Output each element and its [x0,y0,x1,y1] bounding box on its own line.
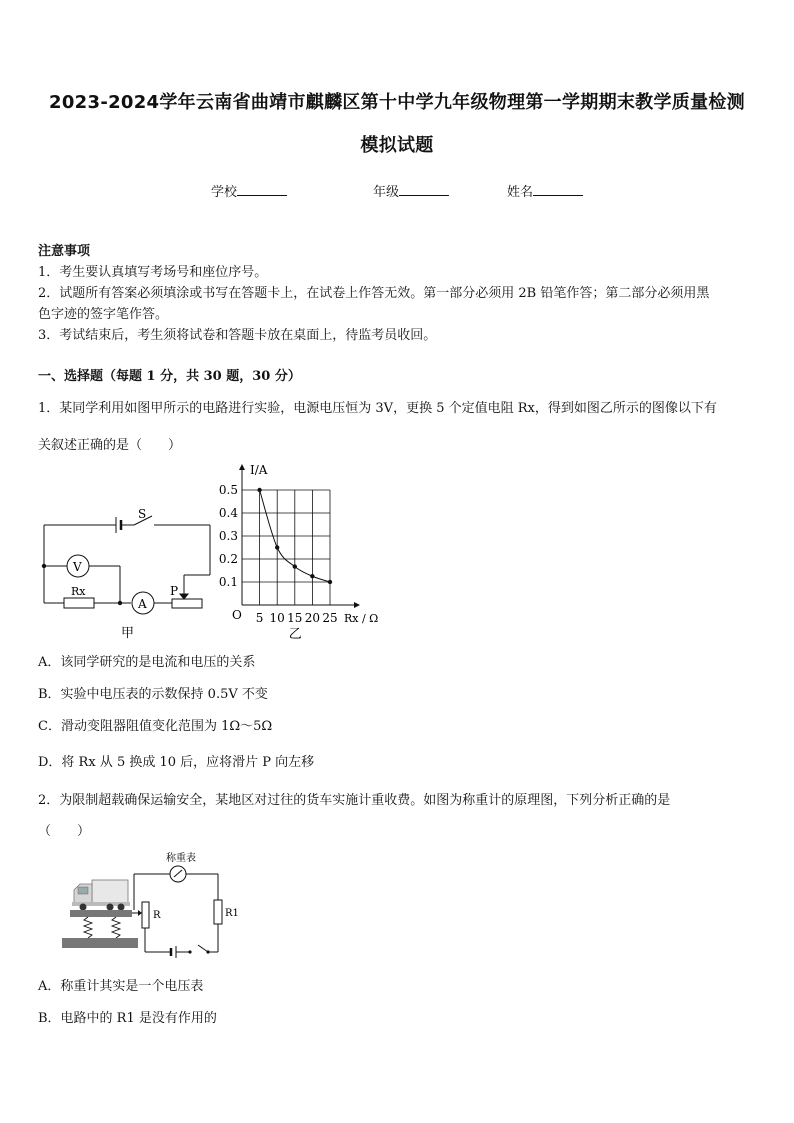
x-tick-label: 15 [287,611,303,625]
circuit-caption: 甲 [121,626,135,641]
circuit-label-v: V [73,560,82,574]
circuit-label-p: P [170,584,179,598]
data-point [293,564,297,568]
chart-grid [242,490,330,605]
diagram-label-meter: 称重表 [166,853,196,864]
q1-option-a[interactable]: A．该同学研究的是电流和电压的关系 [38,655,256,670]
grade-blank[interactable] [399,183,449,196]
data-point [275,545,279,549]
school-field[interactable] [211,181,287,200]
chart-origin-label: O [232,608,242,622]
notes-item-2: 2．试题所有答案必须填涂或书写在答题卡上，在试卷上作答无效。第一部分必须用 2B 铅笔作答；第二部分必须用黑 [38,286,710,301]
page-title-line2: 模拟试题 [360,135,434,156]
q2-option-b[interactable]: B．电路中的 R1 是没有作用的 [38,1011,217,1026]
y-tick-label: 0.1 [218,575,238,589]
x-tick-label: 5 [255,611,264,625]
x-tick-label: 25 [322,611,338,625]
q2-option-a[interactable]: A．称重计其实是一个电压表 [38,979,204,994]
x-tick-label: 10 [269,611,285,625]
rheostat-box [172,599,202,608]
notes-item-1: 1．考生要认真填写考场号和座位序号。 [38,265,268,280]
diagram-label-r: R [153,910,161,921]
grade-label: 年级 [373,185,400,200]
q1-stem-line1: 1．某同学利用如图甲所示的电路进行实验，电源电压恒为 3V，更换 5 个定值电阻 Rx，得到如图乙所示的图像以下有 [38,401,717,416]
diagram-label-r1: R1 [225,908,239,919]
school-blank[interactable] [237,183,287,196]
x-tick-labels [256,611,338,625]
y-axis-label: I/A [250,463,268,477]
scale-base [62,938,138,948]
y-tick-labels [219,483,238,589]
q1-option-b[interactable]: B．实验中电压表的示数保持 0.5V 不变 [38,687,268,702]
q1-chart [214,462,384,642]
springs [84,917,120,938]
name-field[interactable] [507,181,583,200]
notes-heading: 注意事项 [38,244,91,259]
name-blank[interactable] [533,183,583,196]
q1-option-d[interactable]: D．将 Rx 从 5 换成 10 后，应将滑片 P 向左移 [38,755,315,770]
data-point [328,580,332,584]
x-tick-label: 20 [304,611,321,625]
notes-item-2-cont: 色字迹的签字笔作答。 [38,307,169,322]
y-tick-label: 0.3 [218,529,238,543]
y-tick-label: 0.4 [218,506,238,520]
q2-weighing-diagram [58,850,248,958]
q2-stem-line1: 2．为限制超载确保运输安全，某地区对过往的货车实施计重收费。如图为称重计的原理图，下列分析正确的是 [38,793,671,808]
circuit-label-rx: Rx [71,585,86,598]
q1-circuit-diagram [38,505,218,645]
q1-stem-line2: 关叙述正确的是（ ） [38,438,182,453]
notes-item-3: 3．考试结束后，考生须将试卷和答题卡放在桌面上，待监考员收回。 [38,328,437,343]
rx-resistor-box [64,598,94,608]
page-title: 2023-2024学年云南省曲靖市麒麟区第十中学九年级物理第一学期期末教学质量检测 [49,92,745,113]
x-axis-arrow [354,602,360,608]
x-axis-label: Rx / Ω [344,612,379,625]
chart-caption: 乙 [288,627,302,642]
q1-option-c[interactable]: C．滑动变阻器阻值变化范围为 1Ω～5Ω [38,719,273,734]
rheostat-r [142,902,149,928]
scale-platform [70,910,132,917]
y-tick-label: 0.2 [218,552,238,566]
truck-icon [72,880,130,911]
grade-field[interactable] [373,181,449,200]
circuit-label-s: S [138,507,147,521]
data-point [310,574,314,578]
section-heading: 一、选择题（每题 1 分，共 30 题，30 分） [38,369,301,384]
school-label: 学校 [211,185,238,200]
q2-stem-line2: （ ） [38,824,91,839]
name-label: 姓名 [507,185,534,200]
circuit-label-a: A [138,597,147,611]
y-axis-arrow [239,464,245,470]
data-point [257,488,261,492]
y-tick-label: 0.5 [218,483,238,497]
